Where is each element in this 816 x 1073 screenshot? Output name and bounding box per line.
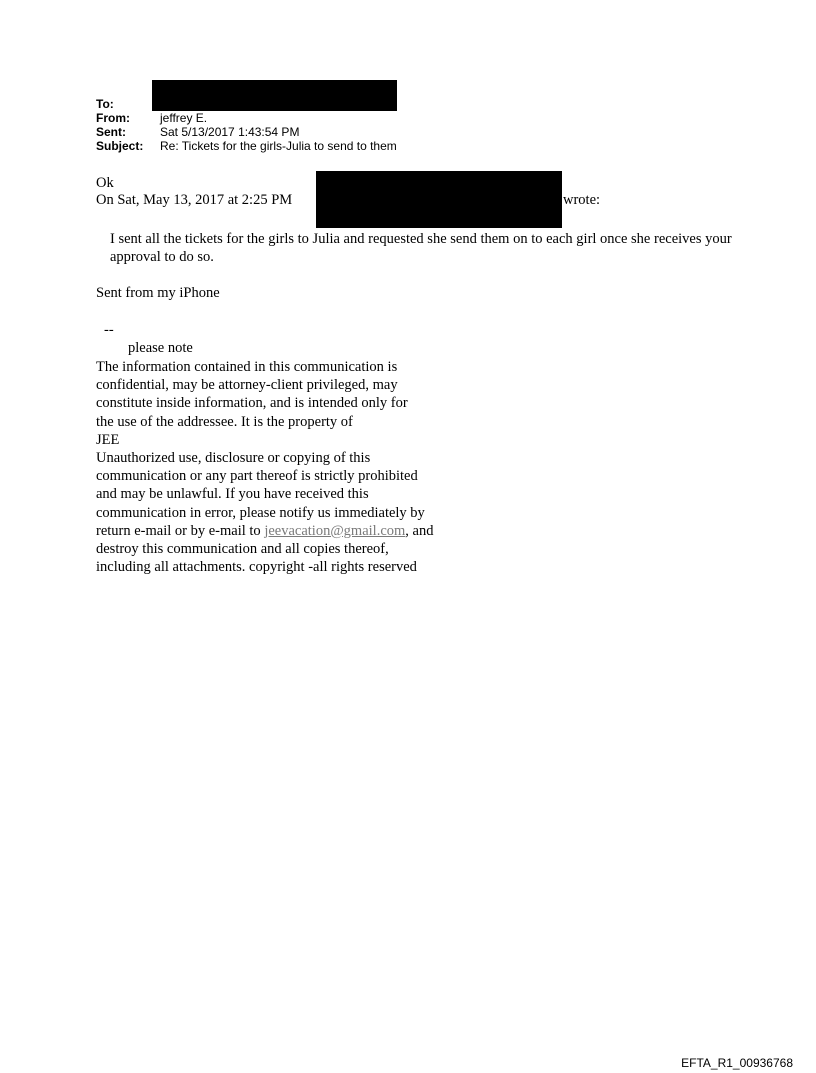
to-label: To: — [96, 97, 114, 111]
quoted-message-text: I sent all the tickets for the girls to Julia and requested she send them on to each girl once she receives your approval to do so. — [110, 231, 732, 265]
subject-label: Subject: — [96, 139, 144, 153]
signature: Sent from my iPhone — [96, 285, 220, 301]
disclaimer-line-with-link — [96, 522, 433, 540]
disclaimer-text: return e-mail or by e-mail to — [96, 522, 265, 539]
reply-text: Ok — [96, 175, 114, 191]
confidentiality-disclaimer — [96, 358, 433, 576]
email-link[interactable]: jeevacation@gmail.com — [264, 522, 406, 539]
quoted-message — [110, 230, 750, 266]
signature-separator: -- — [104, 322, 114, 338]
from-value: jeffrey E. — [160, 111, 208, 125]
subject-value: Re: Tickets for the girls-Julia to send to them — [160, 139, 397, 153]
disclaimer-line: including all attachments. copyright -all rights reserved — [96, 559, 417, 576]
disclaimer-line: JEE — [96, 431, 120, 448]
sent-label: Sent: — [96, 125, 126, 139]
quote-wrote: wrote: — [563, 192, 601, 208]
quote-intro: On Sat, May 13, 2017 at 2:25 PM — [96, 192, 293, 208]
please-note: please note — [128, 340, 193, 356]
redaction-box-sender — [316, 171, 562, 228]
from-row — [96, 111, 207, 125]
sent-row — [96, 125, 299, 139]
disclaimer-line: the use of the addressee. It is the property of — [96, 413, 353, 430]
disclaimer-line: constitute inside information, and is intended only for — [96, 395, 408, 412]
document-id: EFTA_R1_00936768 — [681, 1056, 793, 1070]
disclaimer-line: The information contained in this communication is — [96, 359, 398, 375]
disclaimer-line: confidential, may be attorney-client privileged, may — [96, 377, 398, 394]
disclaimer-line: and may be unlawful. If you have received this — [96, 486, 369, 503]
to-row — [96, 97, 160, 111]
disclaimer-line: communication in error, please notify us immediately by — [96, 504, 425, 521]
disclaimer-line: communication or any part thereof is strictly prohibited — [96, 468, 418, 485]
sent-value: Sat 5/13/2017 1:43:54 PM — [160, 125, 300, 139]
from-label: From: — [96, 111, 130, 125]
redaction-box-to — [152, 80, 397, 111]
disclaimer-line: destroy this communication and all copies thereof, — [96, 541, 389, 558]
disclaimer-line: Unauthorized use, disclosure or copying of this — [96, 450, 371, 467]
disclaimer-text: , and — [405, 522, 434, 539]
subject-row — [96, 139, 397, 153]
